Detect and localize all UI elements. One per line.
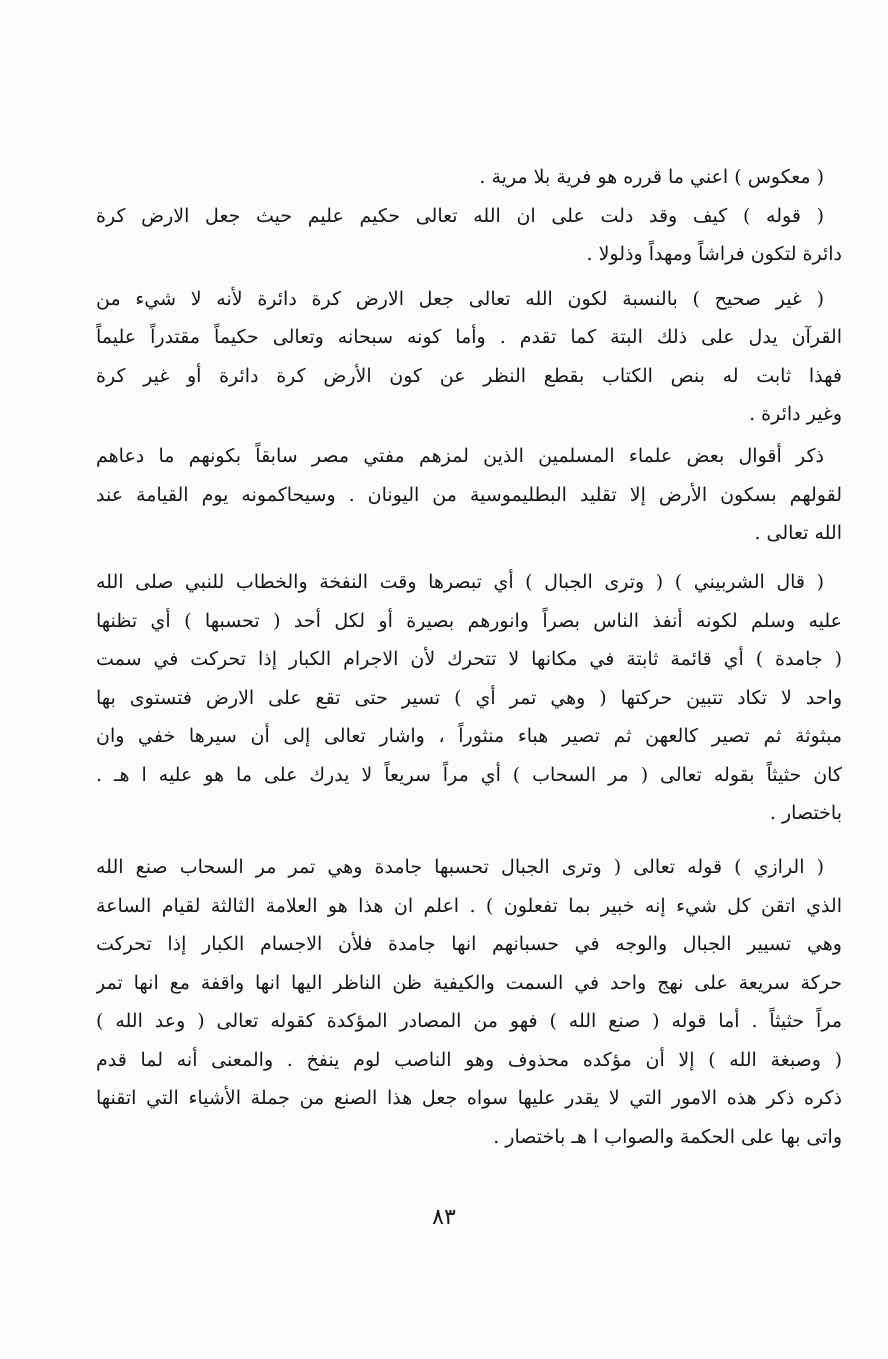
text-line: ( جامدة ) أي قائمة ثابتة في مكانها لا تتحرك لأن الاجرام الكبار إذا تحركت في سمت bbox=[96, 648, 842, 670]
text-line: ( الرازي ) قوله تعالى ( وترى الجبال تحسبها جامدة وهي تمر مر السحاب صنع الله bbox=[96, 856, 824, 878]
text-line: ( قال الشربيني ) ( وترى الجبال ) أي تبصرها وقت النفخة والخطاب للنبي صلى الله bbox=[96, 571, 824, 593]
text-line: الله تعالى . bbox=[754, 522, 842, 544]
text-line: مبثوثة ثم تصير كالعهن ثم تصير هباء منثوراً ، واشار تعالى إلى أن سيرها خفي وان bbox=[96, 725, 842, 747]
text-line: واحد لا تكاد تتبين حركتها ( وهي تمر أي ) تسير حتى تقع على الارض فتستوى بها bbox=[96, 687, 842, 709]
text-line: ( وصبغة الله ) إلا أن مؤكده محذوف وهو الناصب لوم ينفخ . والمعنى أنه لما قدم bbox=[96, 1049, 842, 1071]
text-line: ( قوله ) كيف وقد دلت على ان الله تعالى حكيم عليم حيث جعل الارض كرة bbox=[96, 205, 824, 227]
text-line: باختصار . bbox=[769, 802, 842, 824]
text-line: عليه وسلم لكونه أنفذ الناس بصراً وانورهم بصيرة أو لكل أحد ( تحسبها ) أي تظنها bbox=[96, 610, 842, 632]
text-line: ( معكوس ) اعني ما قرره هو فرية بلا مرية . bbox=[479, 166, 824, 188]
text-line: كان حثيثاً بقوله تعالى ( مر السحاب ) أي مراً سريعاً لا يدرك على ما هو عليه ا هـ . bbox=[96, 764, 842, 786]
text-line: وهي تسيير الجبال والوجه في حسبانهم انها جامدة فلأن الاجسام الكبار إذا تحركت bbox=[96, 933, 842, 955]
text-line: ذكر أقوال بعض علماء المسلمين الذين لمزهم مفتي مصر سابقاً بكونهم ما دعاهم bbox=[96, 445, 824, 467]
text-line: وغير دائرة . bbox=[749, 403, 842, 425]
text-line: واتى بها على الحكمة والصواب ا هـ باختصار . bbox=[493, 1126, 842, 1148]
text-line: ( غير صحيح ) بالنسبة لكون الله تعالى جعل الارض كرة دائرة لأنه لا شيء من bbox=[96, 288, 824, 310]
text-line: فهذا ثابت له بنص الكتاب بقطع النظر عن كون الأرض كرة دائرة أو غير كرة bbox=[96, 365, 842, 387]
text-line: لقولهم بسكون الأرض إلا تقليد البطليموسية من اليونان . وسيحاكمونه يوم القيامة عند bbox=[96, 484, 842, 506]
page-number: ٨٣ bbox=[432, 1205, 456, 1230]
text-line: مراً حثيثاً . أما قوله ( صنع الله ) فهو من المصادر المؤكدة كقوله تعالى ( وعد الله ) bbox=[96, 1010, 842, 1032]
text-line: الذي اتقن كل شيء إنه خبير بما تفعلون ) . اعلم ان هذا هو العلامة الثالثة لقيام الساعة bbox=[96, 895, 842, 917]
text-line: دائرة لتكون فراشاً ومهداً وذلولا . bbox=[586, 243, 842, 265]
text-line: ذكره ذكر هذه الامور التي لا يقدر عليها سواه جعل هذا الصنع من جملة الأشياء التي اتقنها bbox=[96, 1087, 842, 1109]
text-line: حركة سريعة على نهج واحد في السمت والكيفية ظن الناظر اليها انها واقفة مع انها تمر bbox=[96, 972, 842, 994]
text-line: القرآن يدل على ذلك البتة كما تقدم . وأما كونه سبحانه وتعالى حكيماً مقتدراً عليماً bbox=[96, 326, 842, 348]
